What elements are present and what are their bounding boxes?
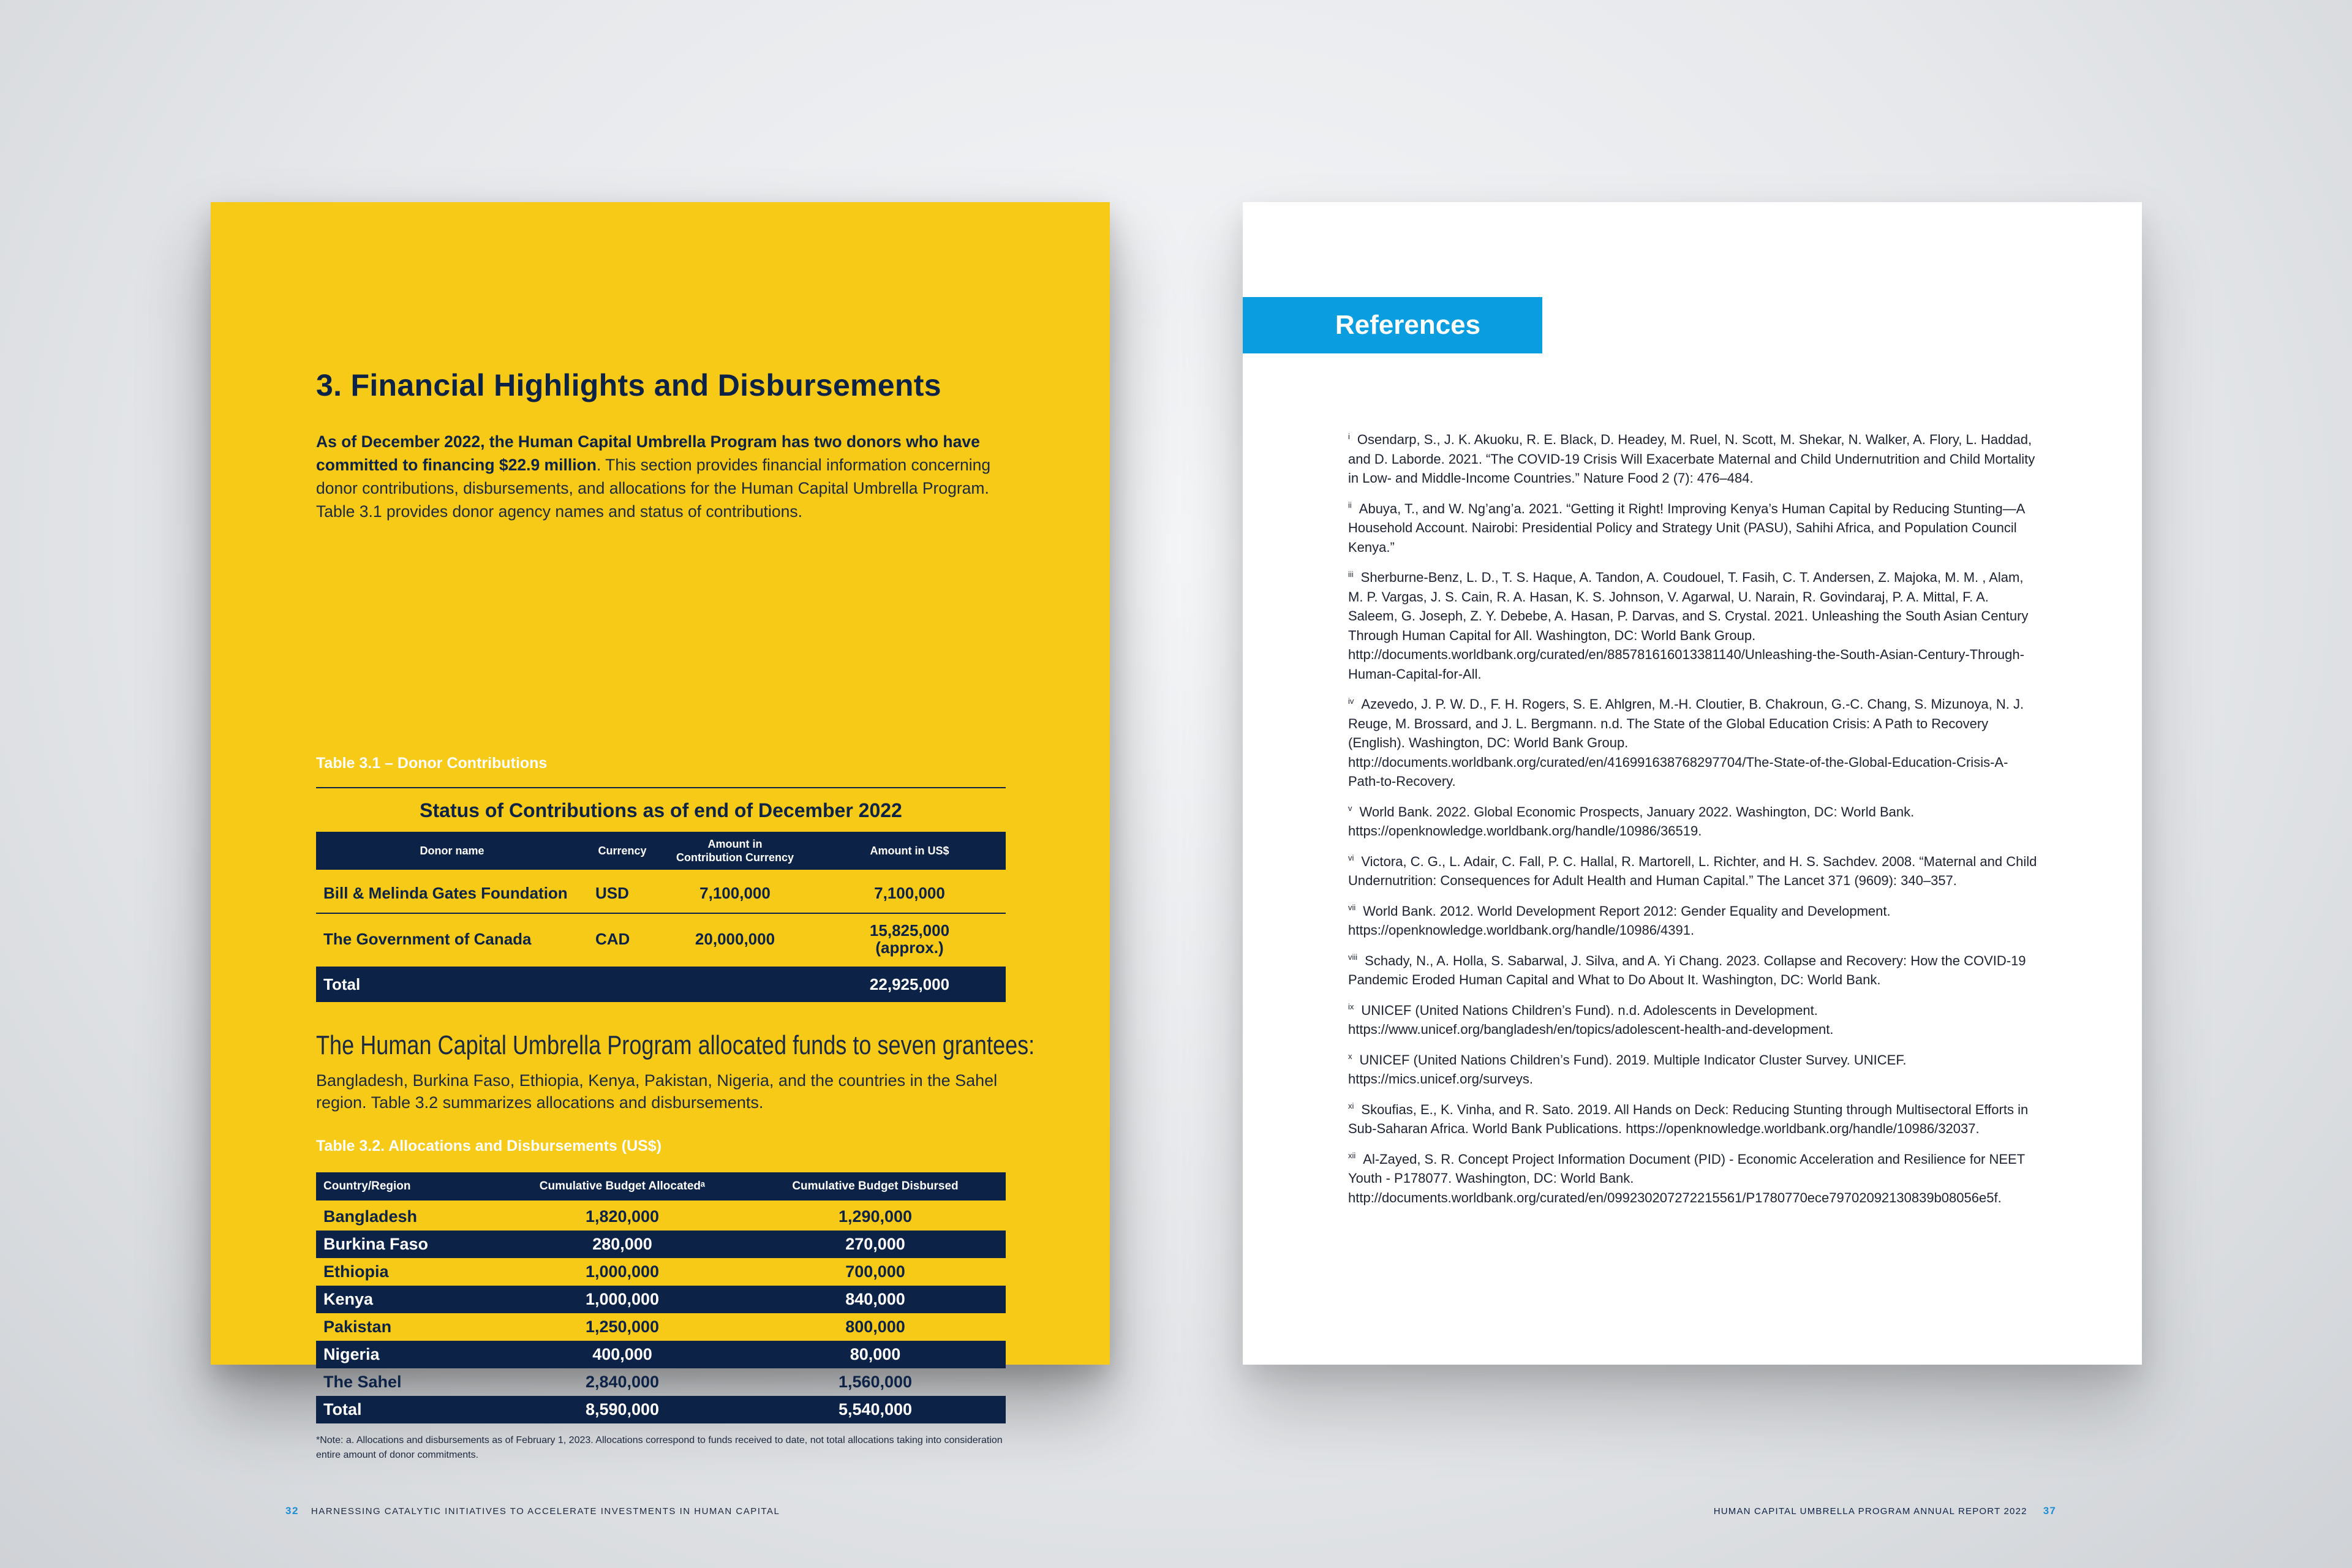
reference-item: $^{xi}$ Skoufias, E., K. Vinha, and R. Sato. 2019. All Hands on Deck: Reducing Stunting through Multisectoral Efforts in Sub-Saharan Africa. World Bank Publications. https://openknowledge.worldbank.org/handle/10986/32037. (1348, 1101, 2029, 1136)
reference-item: $^i$ Osendarp, S., J. K. Akuoku, R. E. Black, D. Headey, M. Ruel, N. Scott, M. Shekar, N. Walker, A. Flory, L. Haddad, and D. Laborde. 2021. “The COVID-19 Crisis Will Exacerbate Maternal and Child Undernutrition and Child Mortality in Low- and Middle-Income Countries.” Nature Food 2 (7): 476–484. (1348, 431, 2035, 486)
header-usd: Amount in US$ (870, 845, 949, 857)
reference-item: $^{xii}$ Al-Zayed, S. R. Concept Project Information Document (PID) - Economic Acceleration and Resilience for NEET Youth - P178077. Washington, DC: World Bank. http://documents.worldbank.org/curated/en/099230207272215561/P1780770ece79702092130839b08056e5f. (1348, 1151, 2025, 1205)
grantees-body: Bangladesh, Burkina Faso, Ethiopia, Kenya, Pakistan, Nigeria, and the countries in the Sahel region. Table 3.2 summarizes allocations and disbursements. (316, 1071, 998, 1112)
intro-bold: As of December 2022, the Human Capital Umbrella Program has two donors who have committed to financing $22.9 million (316, 432, 980, 474)
reference-item: $^{iv}$ Azevedo, J. P. W. D., F. H. Rogers, S. E. Ahlgren, M.-H. Cloutier, B. Chakroun, G.-C. Chang, S. Mizunoya, N. J. Reuge, M. Brossard, and J. L. Bergmann. n.d. The State of the Global Education Crisis: A Path to Recovery (English). Washington, DC: World Bank Group. http://documents.worldbank.org/curated/en/416991638768297704/The-State-of-the-Global-Education-Crisis-A-Path-to-Recovery. (1348, 696, 2024, 789)
table1-row-divider (316, 913, 1006, 914)
table2-row: The Sahel 2,840,000 1,560,000 (323, 1373, 913, 1391)
table2-row: Ethiopia 1,000,000 700,000 (323, 1262, 905, 1281)
footer-text: HUMAN CAPITAL UMBRELLA PROGRAM ANNUAL REPORT 2022 (1713, 1506, 2027, 1517)
grantees-subheading: The Human Capital Umbrella Program allocated funds to seven grantees: (316, 1030, 1035, 1060)
reference-item: $^{ii}$ Abuya, T., and W. Ng’ang’a. 2021. “Getting it Right! Improving Kenya’s Human Capital by Reducing Stunting—A Household Account. Nairobi: Presidential Policy and Strategy Unit (PASU), Sahihi Africa, and Population Council Kenya.” (1348, 500, 2025, 555)
table2-note: *Note: a. Allocations and disbursements as of February 1, 2023. Allocations correspond to funds received to date, not total allocations taking into consideration entire amount of donor commitments. (316, 1435, 1003, 1460)
reference-item: $^x$ UNICEF (United Nations Children’s Fund). 2019. Multiple Indicator Cluster Survey. UNICEF. https://mics.unicef.org/surveys. (1348, 1052, 1907, 1087)
intro-rest: . This section provides financial information concerning donor contributions, disbursements, and allocations for the Human Capital Umbrella Program. Table 3.1 provides donor agency names and status of contributions. (316, 456, 991, 521)
reference-item: $^{iii}$ Sherburne-Benz, L. D., T. S. Haque, A. Tandon, A. Coudouel, T. Fasih, C. T. Andersen, Z. Majoka, M. M. , Alam, M. P. Vargas, J. S. Cain, R. A. Hasan, K. S. Johnson, V. Agarwal, U. Narain, R. Govindaraj, P. A. Mittal, F. A. Saleem, G. Joseph, Z. Y. Debebe, A. Hasan, P. Darvas, and S. Crystal. 2021. Unleashing the South Asian Century Through Human Capital for All. Washington, DC: World Bank Group. http://documents.worldbank.org/curated/en/885781616013381140/Unleashing-the-South-Asian-Century-Through-Human-Capital-for-All. (1348, 569, 2029, 682)
page-number: 37 (2043, 1505, 2056, 1517)
table2-row: Pakistan 1,250,000 800,000 (323, 1317, 905, 1336)
header-amount: Amount in Contribution Currency (676, 838, 794, 864)
page-title: 3. Financial Highlights and Disbursements (316, 368, 941, 402)
table2-row: Burkina Faso 280,000 270,000 (316, 1231, 1006, 1258)
footer-text: HARNESSING CATALYTIC INITIATIVES TO ACCELERATE INVESTMENTS IN HUMAN CAPITAL (311, 1506, 780, 1517)
left-page (211, 202, 1110, 1517)
table1-total-row: Total 22,925,000 (316, 967, 1006, 1002)
page-footer (285, 1505, 780, 1517)
table2-total-row: Total 8,590,000 5,540,000 (316, 1396, 1006, 1423)
table2-row: Nigeria 400,000 80,000 (316, 1341, 1006, 1368)
references-list (1348, 430, 2038, 1218)
table1-row: The Government of Canada CAD 20,000,000 15,825,000 (approx.) (323, 921, 950, 957)
reference-item: $^{vii}$ World Bank. 2012. World Development Report 2012: Gender Equality and Development. https://openknowledge.worldbank.org/handle/10986/4391. (1348, 903, 1891, 938)
header-donor: Donor name (420, 845, 484, 857)
table2-caption: Table 3.2. Allocations and Disbursements (US$) (316, 1137, 662, 1155)
table1-title: Status of Contributions as of end of December 2022 (420, 799, 902, 821)
intro-paragraph (316, 430, 1006, 523)
table2-row: Kenya 1,000,000 840,000 (316, 1286, 1006, 1313)
table1-row: Bill & Melinda Gates Foundation USD 7,100,000 7,100,000 (323, 883, 945, 902)
table1-rule (316, 787, 1006, 788)
reference-item: $^{ix}$ UNICEF (United Nations Children’s Fund). n.d. Adolescents in Development. https://www.unicef.org/bangladesh/en/topics/adolescent-health-and-development. (1348, 1002, 1834, 1037)
references-tab: References (1243, 297, 1542, 353)
table2 (316, 1172, 1006, 1423)
table1-caption: Table 3.1 – Donor Contributions (316, 755, 548, 772)
table1-header (316, 832, 1006, 870)
page-number: 32 (285, 1505, 299, 1517)
page-footer (1714, 1505, 2056, 1517)
reference-item: $^{vi}$ Victora, C. G., L. Adair, C. Fall, P. C. Hallal, R. Martorell, L. Richter, and H. S. Sachdev. 2008. “Maternal and Child Undernutrition: Consequences for Adult Health and Human Capital.” The Lancet 371 (9609): 340–357. (1348, 853, 2037, 888)
table2-row: Bangladesh 1,820,000 1,290,000 (323, 1207, 913, 1226)
right-page (1243, 202, 2142, 1517)
reference-item: $^v$ World Bank. 2022. Global Economic Prospects, January 2022. Washington, DC: World Bank. https://openknowledge.worldbank.org/handle/10986/36519. (1348, 804, 1915, 839)
header-currency: Currency (598, 845, 647, 857)
table2-header: Country/Region Cumulative Budget Allocatedᵃ Cumulative Budget Disbursed (316, 1172, 1006, 1200)
reference-item: $^{viii}$ Schady, N., A. Holla, S. Sabarwal, J. Silva, and A. Yi Chang. 2023. Collapse and Recovery: How the COVID-19 Pandemic Eroded Human Capital and What to Do About It. Washington, DC: World Bank. (1348, 952, 2026, 987)
